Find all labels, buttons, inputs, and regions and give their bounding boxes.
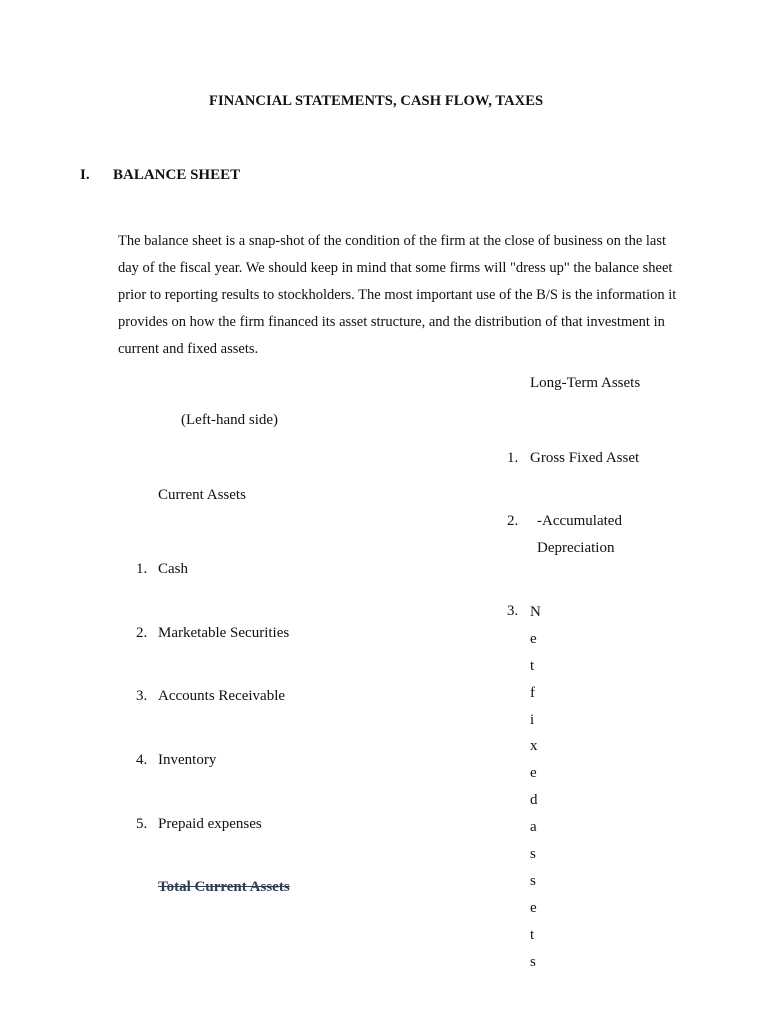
long-term-assets-heading: Long-Term Assets — [530, 375, 641, 391]
lt-item-3-vertical-label — [530, 602, 550, 978]
lt-item-2-label-line1: -Accumulated — [537, 513, 622, 529]
ca-item-4-label: Inventory — [158, 752, 217, 768]
section-number: I. — [80, 167, 90, 183]
lt-item-2-number: 2. — [507, 513, 519, 529]
ca-item-1-number: 1. — [136, 561, 148, 577]
vertical-letter: f — [530, 684, 535, 701]
lt-item-3-number: 3. — [507, 603, 519, 619]
total-current-assets: Total Current Assets — [158, 879, 290, 895]
ca-item-2-label: Marketable Securities — [158, 625, 290, 641]
ca-item-2-number: 2. — [136, 625, 148, 641]
lt-item-1-number: 1. — [507, 450, 519, 466]
vertical-letter: e — [530, 765, 537, 782]
vertical-letter: s — [530, 953, 536, 970]
ca-item-5-label: Prepaid expenses — [158, 816, 262, 832]
section-title: BALANCE SHEET — [113, 167, 241, 183]
vertical-letter: s — [530, 872, 536, 889]
vertical-letter: x — [530, 738, 538, 755]
current-assets-heading: Current Assets — [158, 487, 246, 503]
ca-item-5-number: 5. — [136, 816, 148, 832]
vertical-letter: t — [530, 657, 535, 674]
ca-item-1-label: Cash — [158, 561, 188, 577]
lt-item-2-label-line2: Depreciation — [537, 540, 615, 556]
lt-item-1-label: Gross Fixed Asset — [530, 450, 640, 466]
vertical-letter: N — [530, 604, 541, 620]
document-title: FINANCIAL STATEMENTS, CASH FLOW, TAXES — [209, 93, 544, 109]
ca-item-3-label: Accounts Receivable — [158, 688, 286, 704]
left-side-label: (Left-hand side) — [181, 412, 279, 428]
ca-item-4-number: 4. — [136, 752, 148, 768]
vertical-letter: i — [530, 711, 535, 728]
vertical-letter: d — [530, 792, 538, 809]
ca-item-3-number: 3. — [136, 688, 148, 704]
intro-paragraph: The balance sheet is a snap-shot of the condition of the firm at the close of business on the last day of the fiscal year. We should keep in mind that some firms will "dress up" the balance sheet prior to reporting results to stockholders. The most important use of the B/S is the information it provides on how the firm financed its asset structure, and the distribution of that investment in current and fixed assets. — [118, 233, 677, 357]
vertical-letter: t — [530, 926, 535, 943]
vertical-letter: e — [530, 630, 537, 647]
vertical-letter: a — [530, 819, 537, 836]
vertical-letter: s — [530, 846, 536, 863]
vertical-letter: e — [530, 899, 537, 916]
